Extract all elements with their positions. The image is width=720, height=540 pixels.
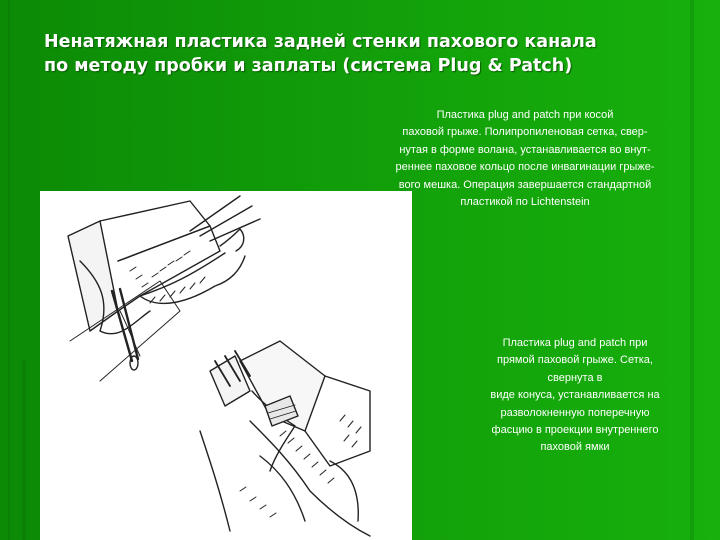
caption-line: Пластика plug and patch при [502, 337, 648, 349]
caption-line: фасцию в проекции внутреннего [491, 424, 659, 437]
caption-direct-hernia [452, 335, 698, 457]
slide-title [44, 30, 694, 78]
background-stripe [22, 360, 26, 540]
caption-indirect-hernia [355, 107, 695, 211]
caption-line: вого мешка. Операция завершается стандартной [398, 178, 652, 191]
background-stripe [8, 0, 10, 540]
surgical-illustration [40, 191, 412, 540]
title-line: Ненатяжная пластика задней стенки пахового канала [44, 32, 597, 52]
caption-line: разволокненную поперечную [500, 406, 650, 419]
caption-line: свернута в [547, 371, 603, 384]
caption-line: паховой ямки [540, 441, 610, 454]
caption-line: прямой паховой грыже. Сетка, [497, 354, 653, 367]
caption-line: Пластика plug and patch при косой [436, 109, 614, 121]
caption-line: пластикой по Lichtenstein [460, 196, 590, 209]
caption-line: виде конуса, устанавливается на [490, 389, 660, 402]
background-stripe [690, 0, 694, 540]
caption-line: паховой грыже. Полипропиленовая сетка, свер- [402, 126, 648, 139]
title-line: по методу пробки и заплаты (система Plug & Patch) [44, 56, 573, 76]
surgical-line-drawing-icon [40, 191, 412, 540]
caption-line: реннее паховое кольцо после инвагинации грыже- [395, 161, 655, 174]
caption-line: нутая в форме волана, устанавливается во внут- [399, 143, 651, 156]
